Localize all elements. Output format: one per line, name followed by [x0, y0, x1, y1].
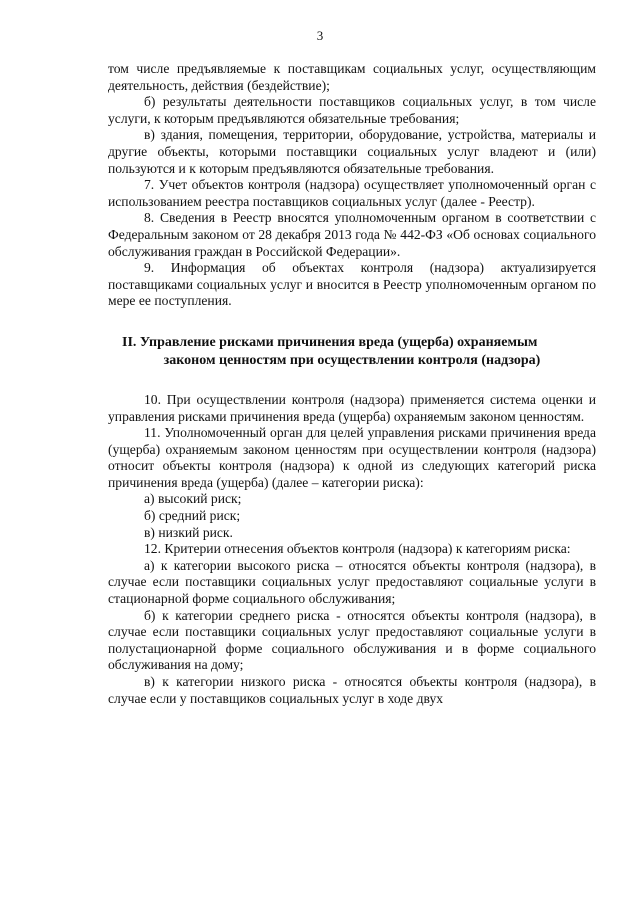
- paragraph: 10. При осуществлении контроля (надзора) применяется система оценки и управления рисками причинения вреда (ущерба) охраняемым законом ценностям.: [108, 391, 596, 424]
- paragraph: 8. Сведения в Реестр вносятся уполномоченным органом в соответствии с Федеральным законом от 28 декабря 2013 года № 442-ФЗ «Об основах социального обслуживания граждан в Российской Федерации».: [108, 210, 596, 259]
- paragraph: б) результаты деятельности поставщиков социальных услуг, в том числе услуги, к которым предъявляются обязательные требования;: [108, 94, 596, 126]
- page-number: 3: [316, 28, 324, 43]
- document-body: [108, 61, 596, 707]
- list-item: а) к категории высокого риска – относятся объекты контроля (надзора), в случае если поставщики социальных услуг предоставляют социальные услуги в стационарной форме социального обслуживания;: [108, 557, 596, 607]
- paragraph: 7. Учет объектов контроля (надзора) осуществляет уполномоченный орган с использованием реестра поставщиков социальных услуг (далее - Реестр).: [108, 177, 596, 209]
- list-item: а) высокий риск;: [144, 491, 242, 507]
- section-heading-line-1: II. Управление рисками причинения вреда (ущерба) охраняемым: [122, 334, 538, 350]
- list-item: б) средний риск;: [144, 508, 241, 524]
- paragraph: 11. Уполномоченный орган для целей управления рисками причинения вреда (ущерба) охраняемым законом ценностям при осуществлении контроля (надзора) относит объекты контроля (надзора) к одной из следующих категорий риска причинения вреда (ущерба) (далее – категории риска):: [108, 425, 596, 490]
- list-item: в) низкий риск.: [144, 524, 233, 540]
- section-heading: [108, 334, 596, 370]
- paragraph: 9. Информация об объектах контроля (надзора) актуализируется поставщиками социальных услуг и вносится в Реестр уполномоченным органом по мере ее поступления.: [108, 260, 596, 309]
- paragraph: в) здания, помещения, территории, оборудование, устройства, материалы и другие объекты, которыми поставщики социальных услуг владеют и (или) пользуются и к которым предъявляются обязательные требования.: [108, 127, 596, 176]
- section-heading-line-2: законом ценностям при осуществлении контроля (надзора): [163, 352, 541, 368]
- paragraph: том числе предъявляемые к поставщикам социальных услуг, осуществляющим деятельность, действия (бездействие);: [108, 61, 596, 93]
- paragraph: 12. Критерии отнесения объектов контроля (надзора) к категориям риска:: [144, 541, 571, 557]
- list-item: в) к категории низкого риска - относятся объекты контроля (надзора), в случае если у поставщиков социальных услуг в ходе двух: [108, 674, 596, 706]
- list-item: б) к категории среднего риска - относятся объекты контроля (надзора), в случае если поставщики социальных услуг предоставляют социальные услуги в полустационарной форме социального обслуживания и в форме социального обслуживания на дому;: [108, 607, 596, 673]
